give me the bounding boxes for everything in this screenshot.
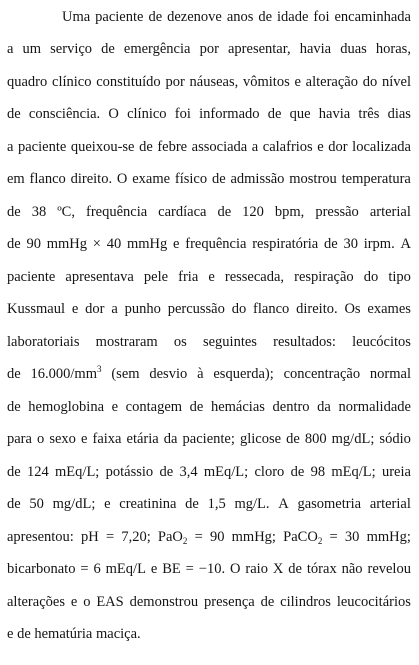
text-line-16: de 50 mg/dL; e creatinina de 1,5 mg/L. A gasometria arterial: [7, 496, 411, 512]
text-line-5: a paciente queixou-se de febre associada a calafrios e dor localizada: [7, 139, 411, 155]
text-line-3: quadro clínico constituído por náuseas, vômitos e alteração do nível: [7, 74, 411, 90]
text-line-11: laboratoriais mostraram os seguintes resultados: leucócitos: [7, 334, 411, 350]
text-line-2: a um serviço de emergência por apresentar, havia duas horas,: [7, 41, 411, 57]
text-line-12: de $16.000/mm^3$ (sem desvio à esquerda); concentração normal: [7, 364, 411, 382]
text-line-1: Uma paciente de dezenove anos de idade foi encaminhada: [62, 9, 411, 25]
text-line-13: de hemoglobina e contagem de hemácias dentro da normalidade: [7, 399, 411, 415]
text-line-8: de 90 mmHg × 40 mmHg e frequência respiratória de 30 irpm. A: [7, 236, 411, 252]
text-line-6: em flanco direito. O exame físico de admissão mostrou temperatura: [7, 171, 411, 187]
text-line-17: apresentou: pH = 7,20; PaO$_2$ = 90 mmHg; PaCO$_2$ = 30 mmHg;: [7, 529, 411, 546]
text-line-14: para o sexo e faixa etária da paciente; glicose de 800 mg/dL; sódio: [7, 431, 411, 447]
text-line-15: de 124 mEq/L; potássio de 3,4 mEq/L; cloro de 98 mEq/L; ureia: [7, 464, 411, 480]
text-line-18: bicarbonato = 6 mEq/L e BE = −10. O raio X de tórax não revelou: [7, 561, 411, 577]
text-line-9: paciente apresentava pele fria e ressecada, respiração do tipo: [7, 269, 411, 285]
text-line-20: e de hematúria maciça.: [7, 626, 141, 642]
text-line-19: alterações e o EAS demonstrou presença de cilindros leucocitários: [7, 594, 411, 610]
text-line-10: Kussmaul e dor a punho percussão do flanco direito. Os exames: [7, 301, 411, 317]
text-line-4: de consciência. O clínico foi informado de que havia três dias: [7, 106, 411, 122]
text-line-7: de 38 ºC, frequência cardíaca de 120 bpm, pressão arterial: [7, 204, 411, 220]
